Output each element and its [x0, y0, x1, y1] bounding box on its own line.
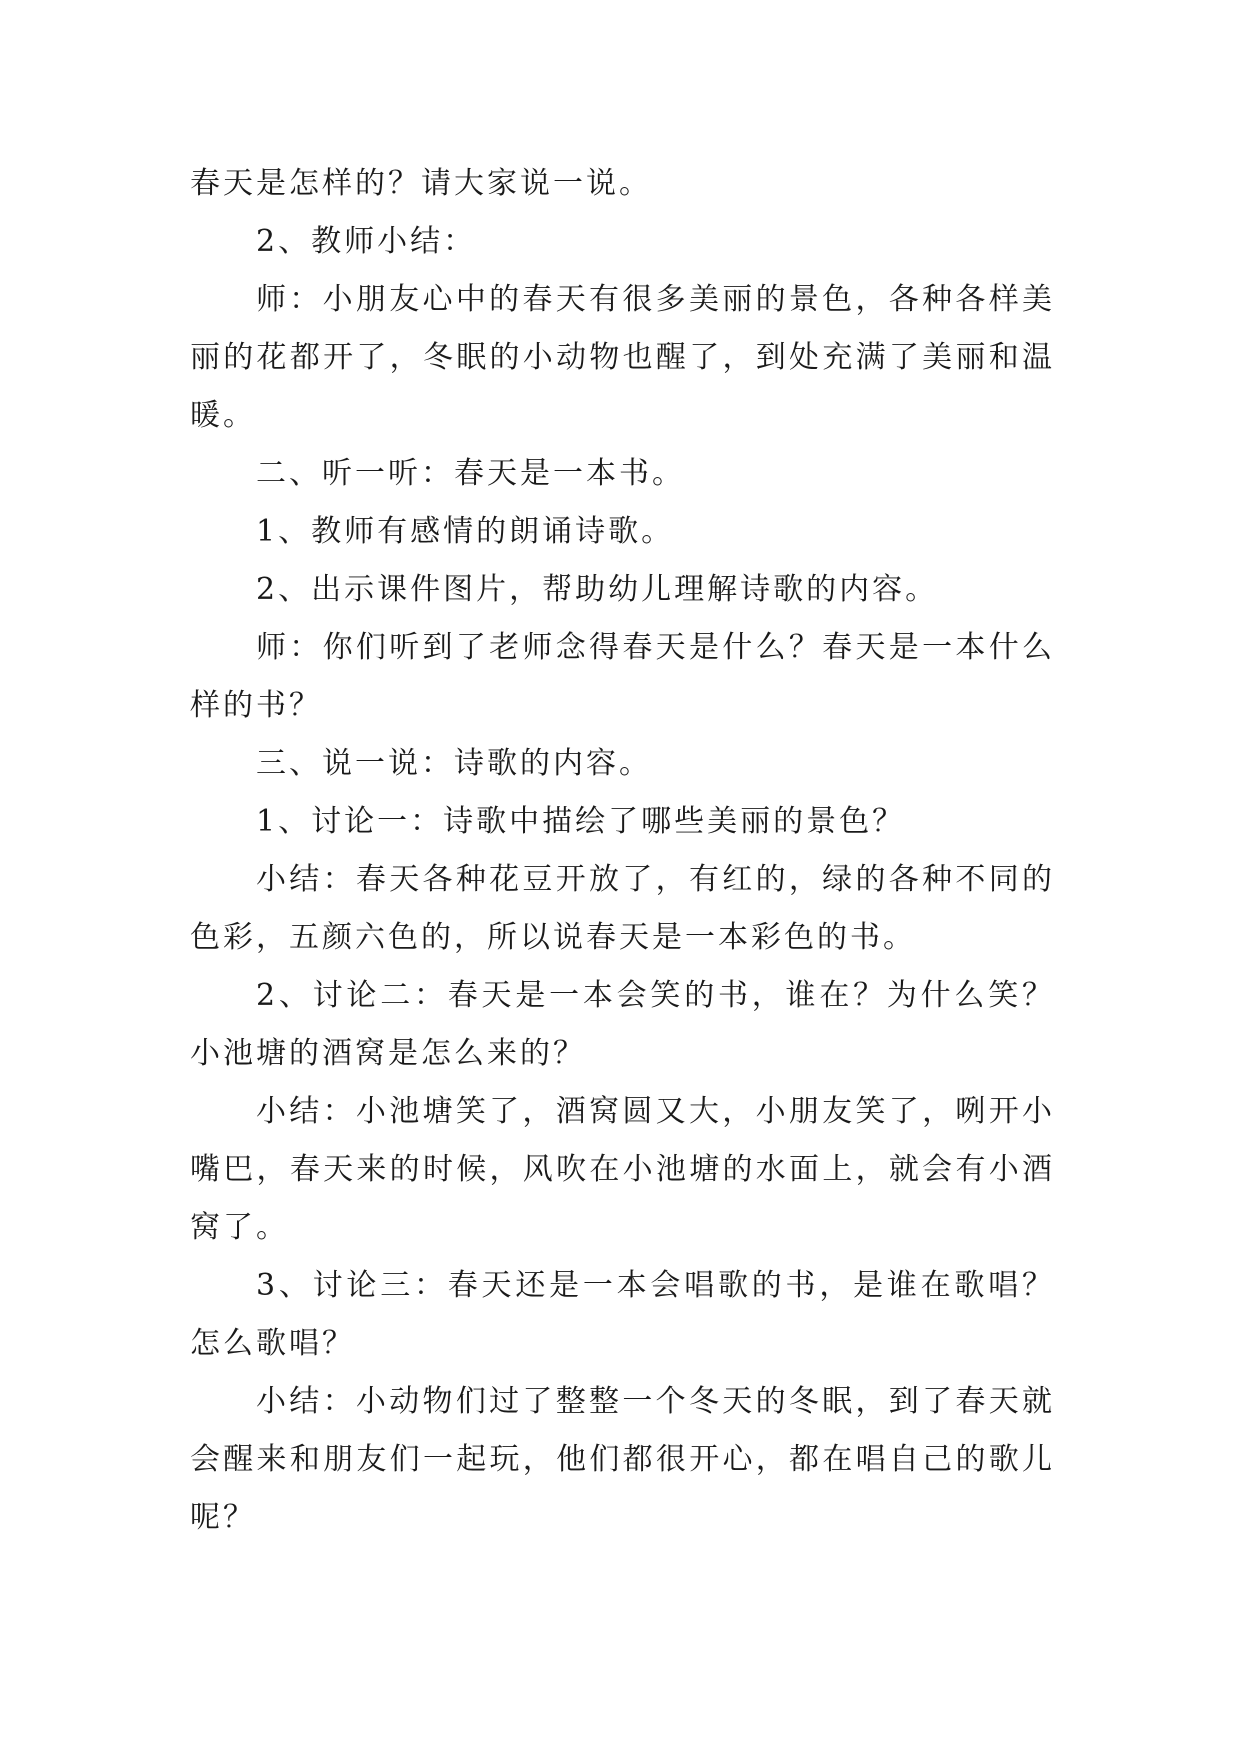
- paragraph: 春天是怎样的？请大家说一说。: [190, 166, 652, 201]
- paragraph: 1、讨论一：诗歌中描绘了哪些美丽的景色？: [256, 804, 906, 839]
- paragraph: 1、教师有感情的朗诵诗歌。: [256, 514, 675, 549]
- paragraph: 2、讨论二：春天是一本会笑的书，谁在？为什么笑？小池塘的酒窝是怎么来的？: [190, 978, 1055, 1071]
- paragraph: 师：你们听到了老师念得春天是什么？春天是一本什么样的书？: [190, 630, 1055, 723]
- paragraph: 小结：春天各种花豆开放了，有红的，绿的各种不同的色彩，五颜六色的，所以说春天是一本彩色的书。: [190, 862, 1055, 955]
- paragraph: 小结：小池塘笑了，酒窝圆又大，小朋友笑了，咧开小嘴巴，春天来的时候，风吹在小池塘的水面上，就会有小酒窝了。: [190, 1094, 1055, 1245]
- paragraph: 3、讨论三：春天还是一本会唱歌的书，是谁在歌唱？怎么歌唱？: [190, 1268, 1055, 1361]
- section-heading: 二、听一听：春天是一本书。: [256, 456, 685, 491]
- section-heading: 三、说一说：诗歌的内容。: [256, 746, 652, 781]
- paragraph: 2、出示课件图片，帮助幼儿理解诗歌的内容。: [256, 572, 939, 607]
- document-body: [190, 155, 1055, 1547]
- paragraph: 2、教师小结：: [256, 224, 477, 259]
- paragraph: 师：小朋友心中的春天有很多美丽的景色，各种各样美丽的花都开了，冬眠的小动物也醒了，到处充满了美丽和温暖。: [190, 282, 1055, 433]
- paragraph: 小结：小动物们过了整整一个冬天的冬眠，到了春天就会醒来和朋友们一起玩，他们都很开心，都在唱自己的歌儿呢？: [190, 1384, 1055, 1535]
